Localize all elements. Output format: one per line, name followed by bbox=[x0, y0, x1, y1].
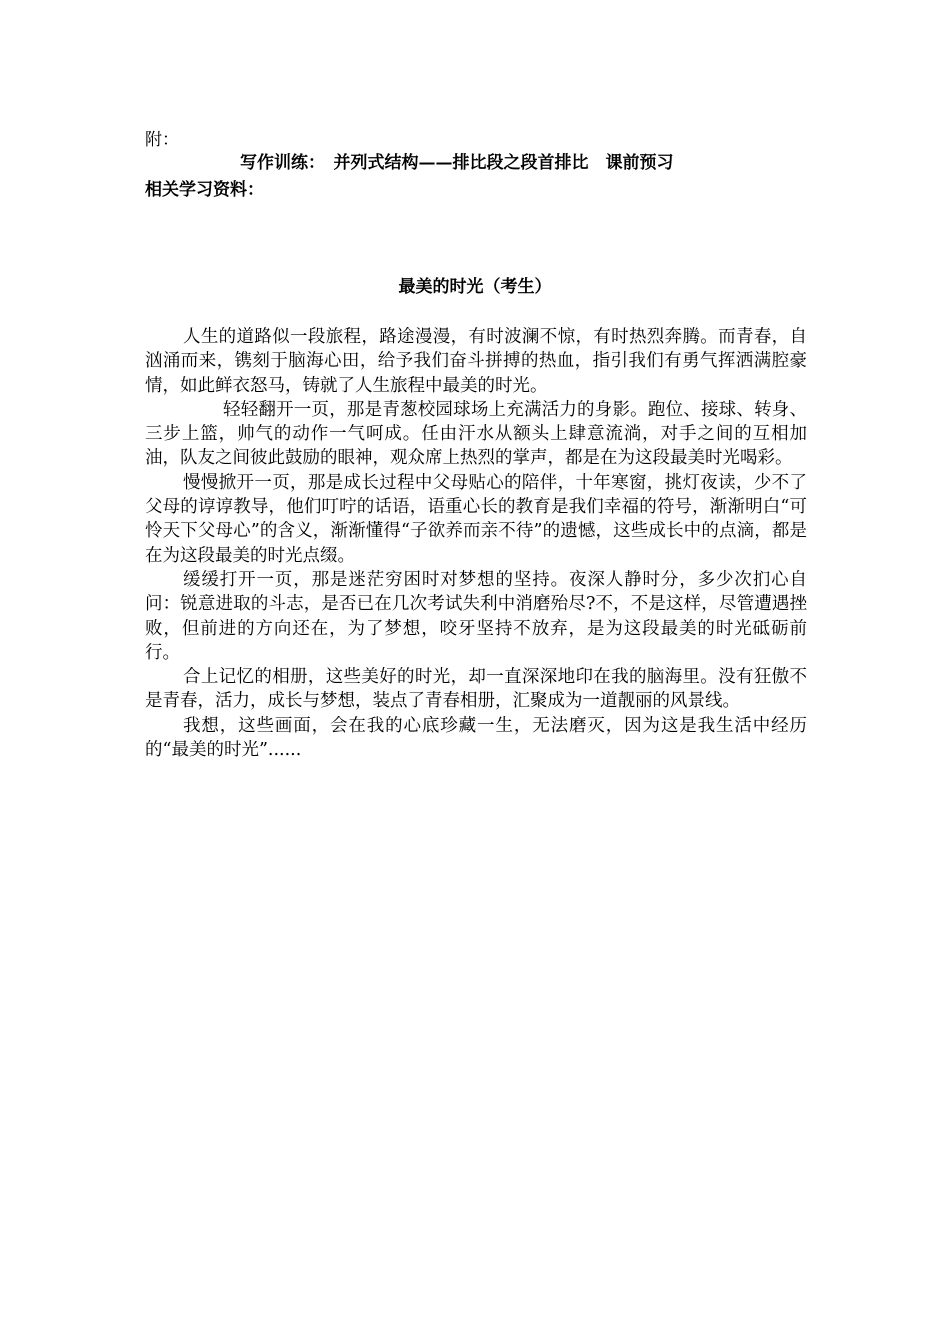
materials-label: 相关学习资料： bbox=[145, 180, 264, 200]
essay-paragraph-6: 我想，这些画面，会在我的心底珍藏一生，无法磨灭，因为这是我生活中经历的“最美的时光”...... bbox=[145, 715, 807, 761]
essay-paragraph-1: 人生的道路似一段旅程，路途漫漫，有时波澜不惊，有时热烈奔腾。而青春，自汹涌而来，镌刻于脑海心田，给予我们奋斗拼搏的热血，指引我们有勇气挥洒满腔豪情，如此鲜衣怒马，铸就了人生旅程中最美的时光。 bbox=[145, 327, 807, 396]
essay-paragraph-2: 轻轻翻开一页，那是青葱校园球场上充满活力的身影。跑位、接球、转身、三步上篮，帅气的动作一气呵成。任由汗水从额头上肆意流淌，对手之间的互相加油，队友之间彼此鼓励的眼神，观众席上热烈的掌声，都是在为这段最美时光喝彩。 bbox=[145, 399, 807, 469]
page-heading: 写作训练： 并列式结构——排比段之段首排比 课前预习 bbox=[240, 153, 674, 173]
appendix-label: 附： bbox=[145, 130, 179, 150]
essay-paragraph-5: 合上记忆的相册，这些美好的时光，却一直深深地印在我的脑海里。没有狂傲不是青春，活力，成长与梦想，装点了青春相册，汇聚成为一道靓丽的风景线。 bbox=[145, 667, 807, 712]
essay-paragraph-3: 慢慢掀开一页，那是成长过程中父母贴心的陪伴，十年寒窗，挑灯夜读，少不了父母的谆谆教导，他们叮咛的话语，语重心长的教育是我们幸福的符号，渐渐明白“可怜天下父母心”的含义，渐渐懂得“子欲养而亲不待”的遗憾，这些成长中的点滴，都是在为这段最美的时光点缀。 bbox=[145, 472, 807, 566]
essay-paragraph-4: 缓缓打开一页，那是迷茫穷困时对梦想的坚持。夜深人静时分，多少次扪心自问：锐意进取的斗志，是否已在几次考试失利中消磨殆尽?不，不是这样，尽管遭遇挫败，但前进的方向还在，为了梦想，咬牙坚持不放弃，是为这段最美的时光砥砺前行。 bbox=[145, 569, 807, 663]
essay-title: 最美的时光（考生） bbox=[398, 277, 552, 297]
essay-body bbox=[145, 325, 807, 762]
